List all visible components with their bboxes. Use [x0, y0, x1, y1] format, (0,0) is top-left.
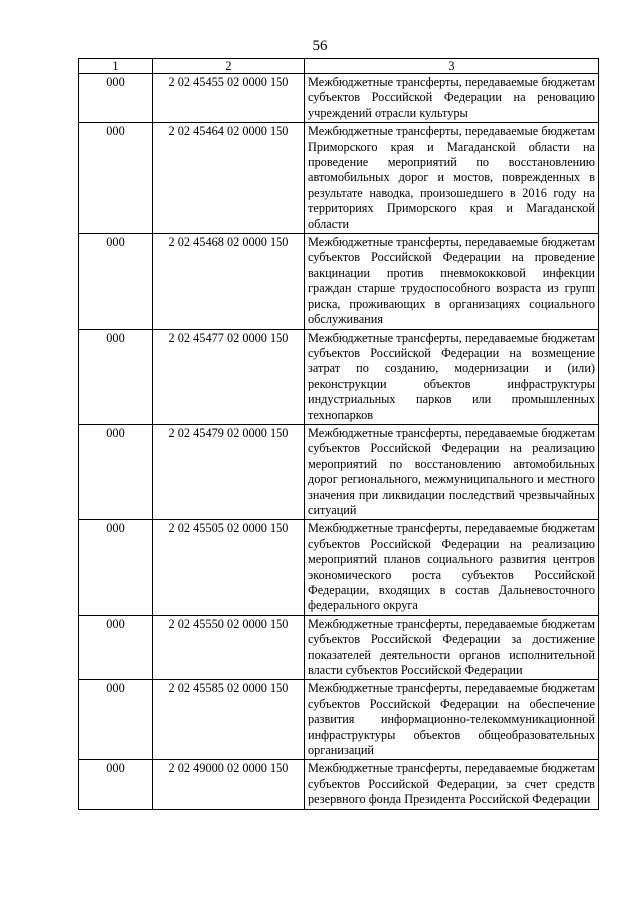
admin-code-cell: 000 — [79, 615, 153, 680]
budget-codes-table — [78, 58, 599, 810]
admin-code-cell: 000 — [79, 424, 153, 519]
description-cell: Межбюджетные трансферты, передаваемые бюджетам субъектов Российской Федерации на проведение вакцинации против пневмококковой инфекции граждан старше трудоспособного возраста из групп риска, проживающих в организациях социального обслуживания — [305, 234, 599, 329]
table-header-row — [79, 59, 599, 74]
description-cell: Межбюджетные трансферты, передаваемые бюджетам субъектов Российской Федерации на реновацию учреждений отрасли культуры — [305, 74, 599, 123]
page-number: 56 — [312, 38, 328, 54]
column-header-3: 3 — [305, 59, 599, 74]
admin-code-cell: 000 — [79, 234, 153, 329]
table-row — [79, 760, 599, 809]
table-row — [79, 615, 599, 680]
budget-code-cell: 2 02 45477 02 0000 150 — [153, 329, 305, 424]
description-cell: Межбюджетные трансферты, передаваемые бюджетам субъектов Российской Федерации на возмещение затрат по созданию, модернизации и (или) реконструкции объектов инфраструктуры индустриальных парков или промышленных технопарков — [305, 329, 599, 424]
table-row — [79, 74, 599, 123]
admin-code-cell: 000 — [79, 520, 153, 615]
budget-code-cell: 2 02 45464 02 0000 150 — [153, 123, 305, 234]
table-row — [79, 680, 599, 760]
admin-code-cell: 000 — [79, 680, 153, 760]
description-cell: Межбюджетные трансферты, передаваемые бюджетам субъектов Российской Федерации, за счет средств резервного фонда Президента Российской Федерации — [305, 760, 599, 809]
budget-code-cell: 2 02 49000 02 0000 150 — [153, 760, 305, 809]
admin-code-cell: 000 — [79, 760, 153, 809]
table-row — [79, 520, 599, 615]
budget-code-cell: 2 02 45585 02 0000 150 — [153, 680, 305, 760]
budget-code-cell: 2 02 45455 02 0000 150 — [153, 74, 305, 123]
description-cell: Межбюджетные трансферты, передаваемые бюджетам субъектов Российской Федерации на обеспечение развития информационно-телекоммуникационной инфраструктуры объектов общеобразовательных организаций — [305, 680, 599, 760]
budget-code-cell: 2 02 45468 02 0000 150 — [153, 234, 305, 329]
admin-code-cell: 000 — [79, 74, 153, 123]
table-row — [79, 329, 599, 424]
budget-code-cell: 2 02 45505 02 0000 150 — [153, 520, 305, 615]
admin-code-cell: 000 — [79, 123, 153, 234]
description-cell: Межбюджетные трансферты, передаваемые бюджетам Приморского края и Магаданской области на проведение мероприятий по восстановлению автомобильных дорог и мостов, поврежденных в результате наводка, произошедшего в 2016 году на территориях Приморского края и Магаданской области — [305, 123, 599, 234]
description-cell: Межбюджетные трансферты, передаваемые бюджетам субъектов Российской Федерации за достижение показателей деятельности органов исполнительной власти субъектов Российской Федерации — [305, 615, 599, 680]
admin-code-cell: 000 — [79, 329, 153, 424]
description-cell: Межбюджетные трансферты, передаваемые бюджетам субъектов Российской Федерации на реализацию мероприятий по восстановлению автомобильных дорог регионального, межмуниципального и местного значения при ликвидации последствий чрезвычайных ситуаций — [305, 424, 599, 519]
budget-code-cell: 2 02 45479 02 0000 150 — [153, 424, 305, 519]
budget-code-cell: 2 02 45550 02 0000 150 — [153, 615, 305, 680]
table-row — [79, 424, 599, 519]
column-header-1: 1 — [79, 59, 153, 74]
column-header-2: 2 — [153, 59, 305, 74]
table-row — [79, 123, 599, 234]
table-row — [79, 234, 599, 329]
description-cell: Межбюджетные трансферты, передаваемые бюджетам субъектов Российской Федерации на реализацию мероприятий планов социального развития центров экономического роста субъектов Российской Федерации, входящих в состав Дальневосточного федерального округа — [305, 520, 599, 615]
